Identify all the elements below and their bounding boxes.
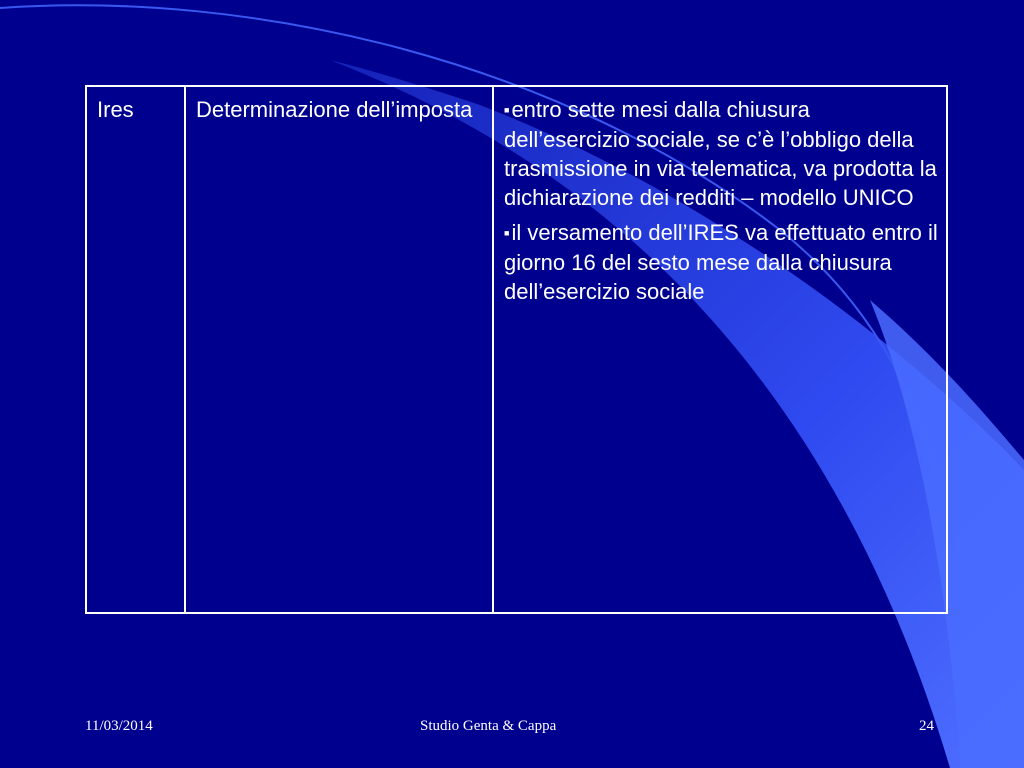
bullet-text: entro sette mesi dalla chiusura dell’esercizio sociale, se c’è l’obbligo della trasmissione in via telematica, va prodotta la dichiarazione dei redditi – modello UNICO bbox=[504, 97, 937, 210]
bullet-item bbox=[504, 95, 938, 212]
square-bullet-icon: ■ bbox=[504, 105, 510, 115]
bullet-item bbox=[504, 218, 938, 306]
page-number: 24 bbox=[919, 718, 934, 734]
bullet-text: il versamento dell’IRES va effettuato entro il giorno 16 del sesto mese dalla chiusura dell’esercizio sociale bbox=[504, 220, 938, 304]
square-bullet-icon: ■ bbox=[504, 228, 510, 238]
topic-cell: Determinazione dell’imposta bbox=[185, 86, 493, 613]
footer-date: 11/03/2014 bbox=[85, 718, 153, 734]
footer-center-title: Studio Genta & Cappa bbox=[420, 718, 557, 734]
tax-cell: Ires bbox=[86, 86, 185, 613]
details-cell bbox=[493, 86, 947, 613]
table-row bbox=[86, 86, 947, 613]
content-table bbox=[85, 85, 948, 614]
